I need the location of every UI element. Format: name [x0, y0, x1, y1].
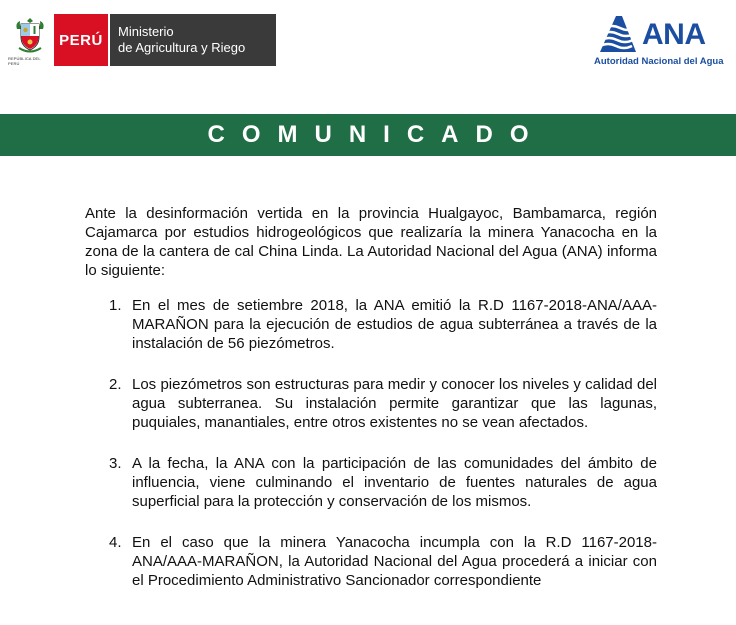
header — [0, 0, 736, 110]
item-text: A la fecha, la ANA con la participación de las comunidades del ámbito de influencia, viene culminando el inventario de fuentes naturales de agua superficial para la protección y conservación de los mismos. — [132, 455, 657, 510]
coat-of-arms — [8, 14, 52, 66]
item-number: 3. — [109, 455, 122, 472]
item-text: En el caso que la minera Yanacocha incumpla con la R.D 1167-2018-ANA/AAA-MARAÑON, la Autoridad Nacional del Agua procederá a iniciar con el Procedimiento Administrativo Sancionador correspondiente — [132, 534, 657, 589]
numbered-list — [85, 296, 657, 612]
ana-logo — [592, 14, 722, 70]
ana-full-name: Autoridad Nacional del Agua — [594, 56, 724, 67]
coat-of-arms-icon — [13, 15, 47, 55]
list-item — [85, 533, 657, 590]
item-number: 2. — [109, 376, 122, 393]
comunicado-banner — [0, 114, 736, 156]
banner-title: COMUNICADO — [207, 121, 546, 148]
intro-paragraph: Ante la desinformación vertida en la provincia Hualgayoc, Bambamarca, región Cajamarca por estudios hidrogeológicos que realizaría la minera Yanacocha en la zona de la cantera de cal China Linda. La Autoridad Nacional del Agua (ANA) informa lo siguiente: — [85, 205, 657, 279]
ana-water-icon — [598, 14, 640, 54]
item-number: 1. — [109, 297, 122, 314]
item-text: En el mes de setiembre 2018, la ANA emitió la R.D 1167-2018-ANA/AAA-MARAÑON para la ejecución de estudios de agua subterránea a través de la instalación de 56 piezómetros. — [132, 297, 657, 352]
ministerio-label — [110, 14, 276, 66]
list-item — [85, 375, 657, 432]
ministerio-line1: Ministerio — [118, 24, 174, 39]
ana-name: ANA — [642, 18, 706, 51]
list-item — [85, 296, 657, 353]
ministerio-line2: de Agricultura y Riego — [118, 40, 246, 55]
list-item — [85, 454, 657, 511]
government-logo — [8, 14, 276, 66]
shield-caption: REPÚBLICA DEL PERÚ — [8, 55, 41, 66]
item-number: 4. — [109, 534, 122, 551]
item-text: Los piezómetros son estructuras para medir y conocer los niveles y calidad del agua subterranea. Su instalación permite garantizar que las lagunas, puquiales, manantiales, entre otros existentes no se vean afectados. — [132, 376, 657, 431]
peru-label: PERÚ — [54, 14, 108, 66]
